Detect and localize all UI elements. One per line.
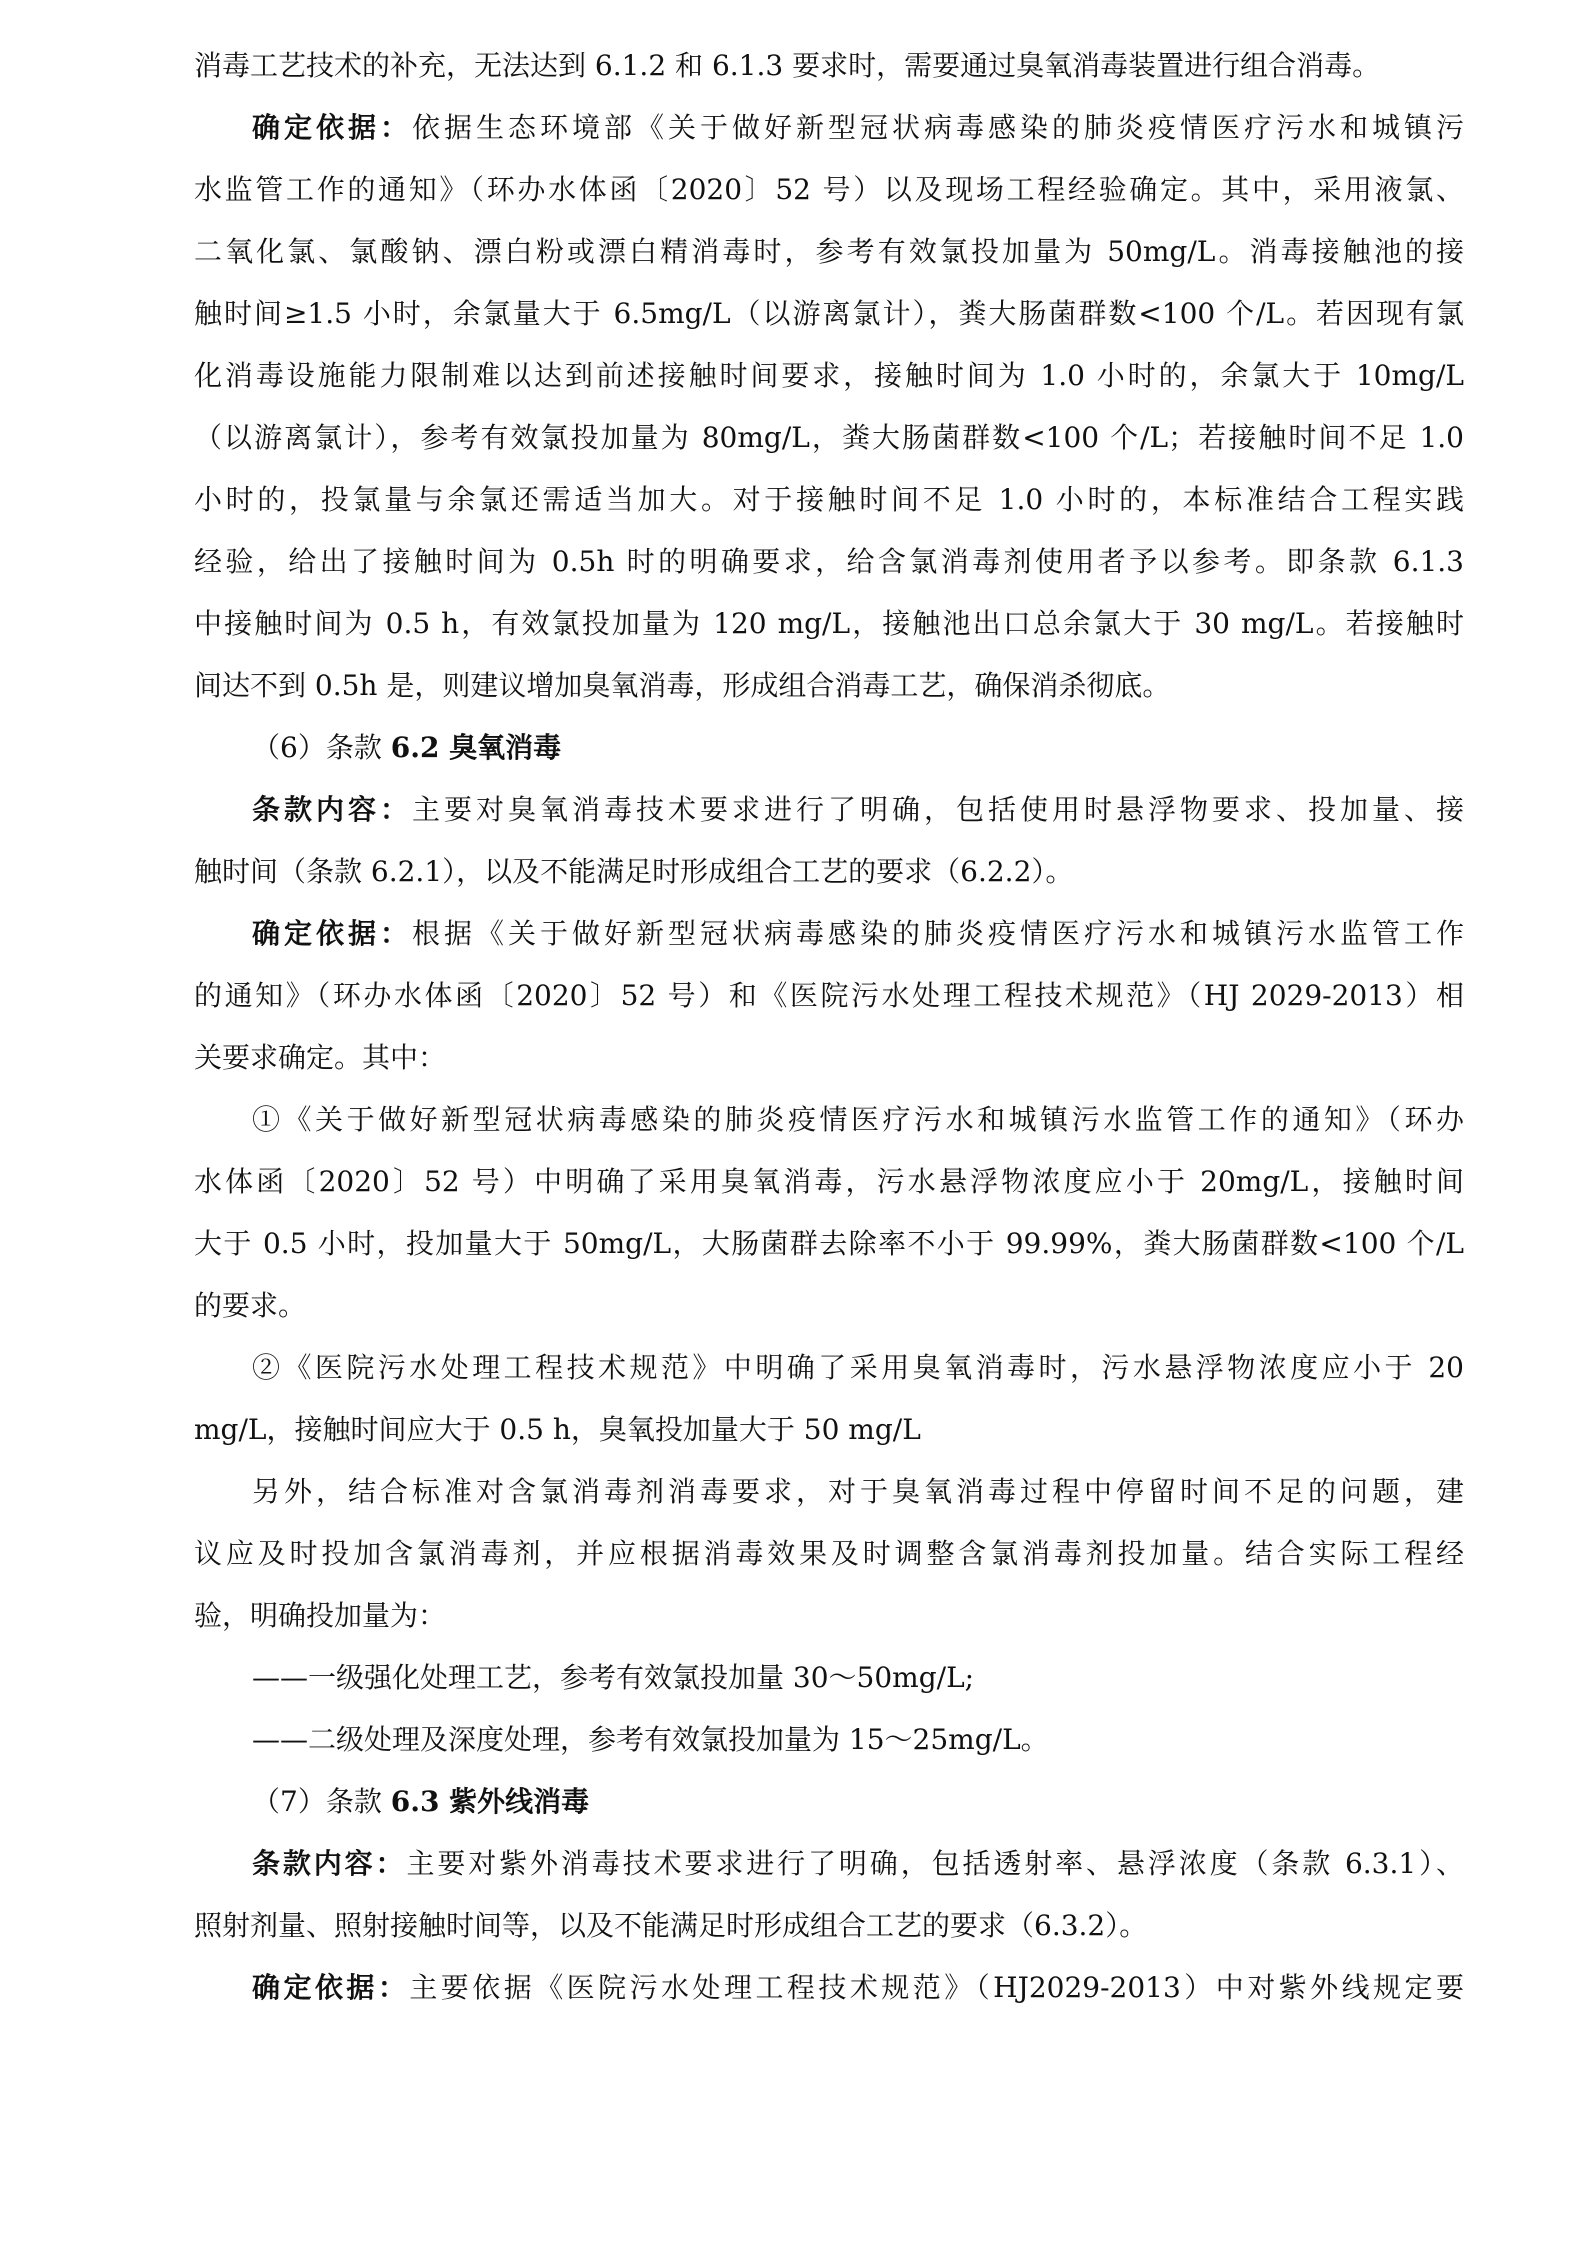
section-heading	[252, 728, 952, 768]
clause-label: 确定依据：	[252, 1971, 410, 2004]
heading-prefix: （7）条款	[252, 1785, 391, 1818]
paragraph-line	[252, 1844, 1464, 1884]
paragraph-line: 验，明确投加量为：	[194, 1599, 447, 1632]
clause-label: 确定依据：	[252, 917, 412, 950]
clause-label: 条款内容：	[252, 793, 412, 826]
list-item: ——二级处理及深度处理，参考有效氯投加量为 15～25mg/L。	[252, 1723, 1049, 1756]
paragraph-line: 二氧化氯、氯酸钠、漂白粉或漂白精消毒时，参考有效氯投加量为 50mg/L。消毒接触池的接	[194, 235, 1464, 268]
clause-text: 主要对臭氧消毒技术要求进行了明确，包括使用时悬浮物要求、投加量、接	[412, 793, 1464, 826]
clause-label: 条款内容：	[252, 1847, 407, 1880]
paragraph-line	[252, 914, 1464, 954]
paragraph-line: 大于 0.5 小时，投加量大于 50mg/L，大肠菌群去除率不小于 99.99%，粪大肠菌群数<100 个/L	[194, 1227, 1464, 1260]
paragraph-line: 触时间（条款 6.2.1），以及不能满足时形成组合工艺的要求（6.2.2）。	[194, 855, 1074, 888]
clause-text: 根据《关于做好新型冠状病毒感染的肺炎疫情医疗污水和城镇污水监管工作	[412, 917, 1464, 950]
paragraph-line: 水监管工作的通知》（环办水体函〔2020〕52 号）以及现场工程经验确定。其中，采用液氯、	[194, 173, 1464, 206]
paragraph-line: 水体函〔2020〕52 号）中明确了采用臭氧消毒，污水悬浮物浓度应小于 20mg/L，接触时间	[194, 1165, 1464, 1198]
heading-prefix: （6）条款	[252, 731, 391, 764]
paragraph-line: 另外，结合标准对含氯消毒剂消毒要求，对于臭氧消毒过程中停留时间不足的问题，建	[252, 1475, 1464, 1508]
paragraph-line	[252, 108, 1464, 148]
paragraph-line: mg/L，接触时间应大于 0.5 h，臭氧投加量大于 50 mg/L	[194, 1413, 921, 1446]
paragraph-line	[252, 1968, 1464, 2008]
clause-text: 主要依据《医院污水处理工程技术规范》（HJ2029-2013）中对紫外线规定要	[409, 1971, 1464, 2004]
list-item: ——一级强化处理工艺，参考有效氯投加量 30～50mg/L;	[252, 1661, 975, 1694]
heading-title: 6.2 臭氧消毒	[390, 731, 562, 764]
paragraph-line: 经验，给出了接触时间为 0.5h 时的明确要求，给含氯消毒剂使用者予以参考。即条款 6.1.3	[194, 545, 1464, 578]
paragraph-line: 消毒工艺技术的补充，无法达到 6.1.2 和 6.1.3 要求时，需要通过臭氧消毒装置进行组合消毒。	[194, 49, 1381, 82]
paragraph-line: 触时间≥1.5 小时，余氯量大于 6.5mg/L（以游离氯计），粪大肠菌群数<100 个/L。若因现有氯	[194, 297, 1464, 330]
paragraph-line: 间达不到 0.5h 是，则建议增加臭氧消毒，形成组合消毒工艺，确保消杀彻底。	[194, 669, 1171, 702]
paragraph-line: ①《关于做好新型冠状病毒感染的肺炎疫情医疗污水和城镇污水监管工作的通知》（环办	[252, 1103, 1464, 1136]
paragraph-line: （以游离氯计），参考有效氯投加量为 80mg/L，粪大肠菌群数<100 个/L；若接触时间不足 1.0	[194, 421, 1464, 454]
clause-text: 主要对紫外消毒技术要求进行了明确，包括透射率、悬浮浓度（条款 6.3.1）、	[406, 1847, 1464, 1880]
paragraph-line: 照射剂量、照射接触时间等，以及不能满足时形成组合工艺的要求（6.3.2）。	[194, 1909, 1148, 1942]
paragraph-line: 关要求确定。其中：	[194, 1041, 447, 1074]
paragraph-line: 的通知》（环办水体函〔2020〕52 号）和《医院污水处理工程技术规范》（HJ 2029-2013）相	[194, 979, 1464, 1012]
paragraph-line: 化消毒设施能力限制难以达到前述接触时间要求，接触时间为 1.0 小时的，余氯大于 10mg/L	[194, 359, 1464, 392]
paragraph-line: ②《医院污水处理工程技术规范》中明确了采用臭氧消毒时，污水悬浮物浓度应小于 20	[252, 1351, 1464, 1384]
heading-title: 6.3 紫外线消毒	[390, 1785, 590, 1818]
paragraph-line: 中接触时间为 0.5 h，有效氯投加量为 120 mg/L，接触池出口总余氯大于 30 mg/L。若接触时	[194, 607, 1464, 640]
section-heading	[252, 1782, 952, 1822]
clause-label: 确定依据：	[252, 111, 412, 144]
paragraph-line: 小时的，投氯量与余氯还需适当加大。对于接触时间不足 1.0 小时的，本标准结合工程实践	[194, 483, 1464, 516]
paragraph-line: 议应及时投加含氯消毒剂，并应根据消毒效果及时调整含氯消毒剂投加量。结合实际工程经	[194, 1537, 1464, 1570]
paragraph-line	[252, 790, 1464, 830]
paragraph-line: 的要求。	[194, 1289, 307, 1322]
clause-text: 依据生态环境部《关于做好新型冠状病毒感染的肺炎疫情医疗污水和城镇污	[412, 111, 1464, 144]
